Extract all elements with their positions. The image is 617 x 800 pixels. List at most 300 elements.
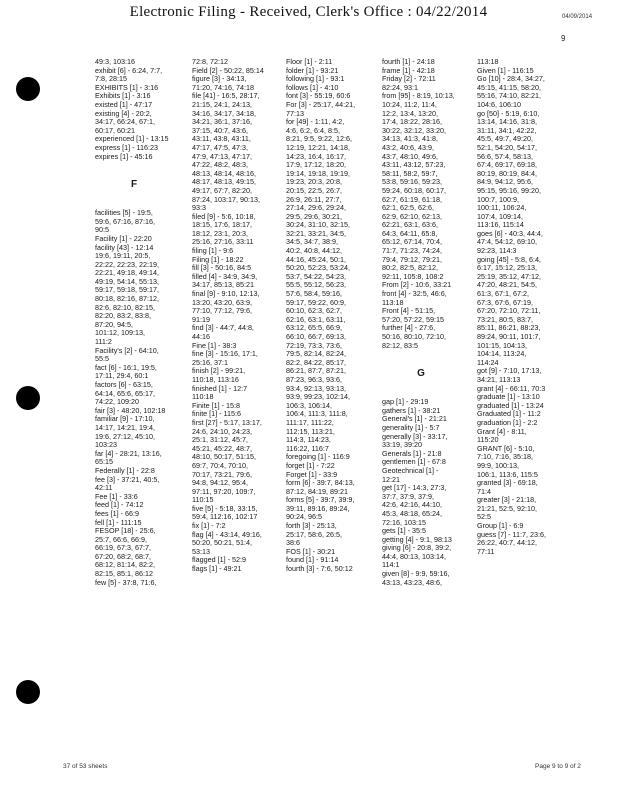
index-entry: experienced [1] - 13:15: [95, 135, 169, 144]
index-entry: flags [1] - 49:21: [192, 565, 242, 574]
index-entry: feed [1] - 74:12: [95, 501, 144, 510]
index-entry: 47:9, 47:13, 47:17,: [192, 152, 252, 161]
index-entry: fix [1] - 7:2: [192, 522, 226, 531]
index-entry: 71:20, 74:16, 74:18: [192, 83, 254, 92]
index-entry: 18:15, 17:6, 18:17,: [192, 221, 252, 230]
index-entry: front [4] - 32:5, 46:6,: [382, 290, 447, 299]
index-entry: Fee [1] - 33:6: [95, 492, 138, 501]
index-entry: 32:21, 33:21, 34:5,: [286, 229, 346, 238]
index-entry: 61:3, 67:1, 67:2,: [477, 290, 529, 299]
index-entry: 13:20, 43:20, 63:9,: [192, 298, 252, 307]
index-entry: 17:4, 18:22, 28:16,: [382, 118, 442, 127]
index-entry: 99:9, 100:13,: [477, 461, 519, 470]
index-entry: 38:6: [286, 539, 300, 548]
index-entry: fourth [1] - 24:18: [382, 58, 435, 66]
index-entry: 48:10, 50:17, 51:15,: [192, 453, 256, 462]
index-entry: GRANT [6] - 5:10,: [477, 444, 535, 453]
index-entry: 20:15, 22:5, 26:7,: [286, 186, 342, 195]
index-entry: find [3] - 44:7, 44:8,: [192, 324, 254, 333]
index-entry: following [1] - 93:1: [286, 75, 345, 84]
index-entry: further [4] - 27:6,: [382, 324, 436, 333]
index-entry: 106:3, 106:14,: [286, 401, 332, 410]
index-entry: 110:18: [192, 393, 214, 402]
index-entry: 30:22, 32:12, 33:20,: [382, 126, 446, 135]
index-entry: 59:17, 59:22, 60:9,: [286, 298, 346, 307]
index-entry: forms [5] - 39:7, 39:9,: [286, 496, 355, 505]
index-entry: 82:24, 93:1: [382, 83, 418, 92]
index-entry: Field [2] - 50:22, 85:14: [192, 66, 264, 75]
index-entry: 53:7, 54:22, 54:23,: [286, 272, 346, 281]
index-entry: Given [1] - 116:15: [477, 66, 534, 75]
index-entry: 25:19, 35:12, 47:12,: [477, 272, 541, 281]
index-entry: granted [3] - 69:18,: [477, 479, 538, 488]
index-entry: generality [1] - 5:7: [382, 423, 440, 432]
index-entry: fine [3] - 15:16, 17:1,: [192, 350, 258, 359]
index-entry: gentlemen [1] - 67:8: [382, 458, 446, 467]
binder-hole: [16, 77, 40, 101]
index-entry: 64:3, 64:11, 65:8,: [382, 229, 438, 238]
index-entry: 49:3, 103:16: [95, 58, 135, 66]
index-entry: getting [4] - 9:1, 98:13: [382, 535, 452, 544]
index-entry: got [9] - 7:10, 17:13,: [477, 367, 542, 376]
index-entry: 63:12, 65:5, 66:9,: [286, 324, 342, 333]
index-entry: 113:18: [477, 58, 499, 66]
index-entry: express [1] - 116:23: [95, 143, 158, 152]
index-entry: 113:18: [382, 298, 404, 307]
index-entry: 115:20: [477, 436, 499, 445]
index-entry: 43:13, 43:23, 48:6,: [382, 578, 442, 587]
index-entry: Filing [1] - 18:22: [192, 255, 244, 264]
index-entry: 45:21, 45:22, 48:7,: [192, 444, 252, 453]
index-entry: 12:19, 12:21, 14:18,: [286, 143, 350, 152]
index-entry: 31:11, 34:1, 42:22,: [477, 126, 537, 135]
index-entry: 48:17, 48:13, 49:15,: [192, 178, 256, 187]
index-entry: 48:13, 48:14, 48:16,: [192, 169, 256, 178]
index-entry: existed [1] - 47:17: [95, 100, 153, 109]
index-entry: expires [1] - 45:16: [95, 152, 153, 161]
index-entry: 97:11, 97:20, 109:7,: [192, 487, 256, 496]
index-entry: 27:14, 29:6, 29:24,: [286, 204, 346, 213]
index-entry: 92:23, 114:3: [477, 247, 517, 256]
index-entry: for [49] - 1:11, 4:2,: [286, 118, 345, 127]
index-entry: giving [6] - 20:8, 39:2,: [382, 544, 452, 553]
index-entry: foregoing [1] - 116:9: [286, 453, 350, 462]
index-entry: 114:1: [382, 561, 400, 570]
index-entry: 93:9, 99:23, 102:14,: [286, 393, 350, 402]
index-entry: 17:9, 17:12, 18:20,: [286, 161, 346, 170]
index-entry: get [17] - 14:3, 27:3,: [382, 484, 447, 493]
index-entry: finished [1] - 12:7: [192, 384, 248, 393]
index-entry: From [2] - 10:6, 33:21: [382, 281, 452, 290]
index-entry: 80:19, 80:19, 84:4,: [477, 169, 537, 178]
index-entry: 14:23, 16:4, 16:17,: [286, 152, 346, 161]
index-entry: 44:16, 45:24, 50:1,: [286, 255, 346, 264]
index-entry: 34:21, 113:13: [477, 375, 521, 384]
index-entry: fees [1] - 66:9: [95, 509, 139, 518]
index-entry: graduation [1] - 2:2: [477, 418, 538, 427]
index-entry: 34:21, 36:1, 37:16,: [192, 118, 252, 127]
index-entry: 43:11, 43:8, 43:11,: [192, 135, 251, 144]
section-letter: G: [417, 368, 425, 380]
index-entry: 87:24, 103:17, 90:13,: [192, 195, 260, 204]
index-entry: 49:19, 54:14, 55:13,: [95, 277, 159, 286]
index-entry: 19:6, 27:12, 45:10,: [95, 432, 155, 441]
index-entry: 25:17, 58:6, 26:5,: [286, 530, 342, 539]
index-entry: 79:5, 82:14, 82:24,: [286, 350, 346, 359]
index-entry: Group [1] - 6:9: [477, 522, 524, 531]
index-entry: 101:12, 109:13,: [95, 329, 145, 338]
index-entry: flag [4] - 43:14, 49:16,: [192, 530, 262, 539]
index-entry: 25:16, 27:16, 33:11: [192, 238, 254, 247]
index-entry: going [45] - 5:8, 6:4,: [477, 255, 541, 264]
index-entry: 94:8, 94:12, 95:4,: [192, 479, 248, 488]
index-entry: 45:3, 48:18, 65:24,: [382, 509, 442, 518]
index-entry: 59:4, 112:16, 102:17: [192, 513, 258, 522]
index-entry: flagged [1] - 52:9: [192, 556, 246, 565]
index-entry: go [50] - 5:19, 6:10,: [477, 109, 540, 118]
index-entry: 12:21: [382, 475, 400, 484]
index-entry: 65:12, 67:14, 70:4,: [382, 238, 442, 247]
index-entry: factors [6] - 63:15,: [95, 381, 153, 389]
index-entry: 107:4, 109:14,: [477, 212, 523, 221]
index-entry: 80:2, 82:5, 82:12,: [382, 264, 438, 273]
index-entry: Finite [1] - 15:8: [192, 401, 240, 410]
index-entry: 82:12, 83:5: [382, 341, 418, 350]
index-entry: 90:24, 96:5: [286, 513, 322, 522]
index-entry: few [5] - 37:8, 71:6,: [95, 578, 157, 587]
index-entry: 93:3: [192, 204, 206, 213]
index-entry: 8:21, 9:5, 9:22, 12:6,: [286, 135, 352, 144]
index-entry: fell [1] - 111:15: [95, 518, 142, 527]
index-entry: file [41] - 16:5, 28:17,: [192, 92, 260, 101]
index-entry: 91:19: [192, 315, 210, 324]
index-entry: graduated [1] - 13:24: [477, 401, 544, 410]
index-column-3: [286, 58, 364, 574]
index-entry: 24:6, 24:10, 24:23,: [192, 427, 252, 436]
index-entry: 110:15: [192, 496, 214, 505]
index-entry: 6:17, 15:12, 25:13,: [477, 264, 537, 273]
index-entry: 90:5: [95, 226, 109, 235]
index-entry: 68:12, 81:14, 82:2,: [95, 561, 155, 570]
index-entry: 69:7, 70:4, 70:10,: [192, 461, 248, 470]
index-entry: found [1] - 91:14: [286, 556, 339, 565]
index-entry: 50:20, 52:23, 53:24,: [286, 264, 350, 273]
index-entry: 67:20, 68:2, 68:7,: [95, 552, 151, 561]
index-entry: 114:3, 114:23,: [286, 436, 331, 445]
index-entry: 39:11, 89:16, 89:24,: [286, 504, 350, 513]
index-entry: 25:16, 37:1: [192, 358, 228, 367]
index-entry: greater [3] - 21:18,: [477, 496, 537, 505]
index-entry: 10:24, 11:2, 11:4,: [382, 100, 437, 109]
index-entry: FESOP [18] - 25:6,: [95, 527, 156, 536]
index-entry: folder [1] - 93:21: [286, 66, 339, 75]
index-entry: 33:19, 39:20: [382, 441, 422, 450]
index-entry: 84:9, 94:12, 95:6,: [477, 178, 533, 187]
index-entry: EXHIBITS [1] - 3:16: [95, 83, 159, 92]
index-entry: 44:16: [192, 333, 210, 341]
index-entry: General's [1] - 21:21: [382, 415, 447, 424]
page-number: 9: [561, 34, 566, 43]
index-entry: 45:5, 49:7, 49:20,: [477, 135, 533, 144]
index-entry: Generals [1] - 21:8: [382, 449, 442, 458]
index-entry: 62:16, 63:1, 63:11,: [286, 315, 346, 324]
index-entry: 86:21, 87:7, 87:21,: [286, 367, 346, 376]
filing-header: Electronic Filing - Received, Clerk's Office : 04/22/2014: [129, 4, 488, 20]
index-entry: 40:2, 40:8, 44:12,: [286, 247, 342, 256]
index-entry: 34:17, 85:13, 85:21: [192, 281, 254, 290]
index-entry: 43:7, 48:10, 49:6,: [382, 152, 438, 161]
index-entry: 106:1, 113:6, 115:5: [477, 470, 538, 479]
index-entry: Grant [4] - 8:11,: [477, 427, 527, 436]
index-entry: 34:17, 66:24, 67:1,: [95, 118, 155, 127]
index-entry: 21:21, 52:5, 92:10,: [477, 504, 537, 513]
index-entry: Geotechnical [1] -: [382, 466, 439, 475]
index-entry: far [4] - 28:21, 13:16,: [95, 449, 162, 458]
index-entry: 55:16, 74:10, 82:21,: [477, 92, 541, 101]
index-entry: five [5] - 5:18, 33:15,: [192, 504, 258, 513]
section-letter: F: [130, 179, 138, 191]
index-entry: 43:11, 43:12, 57:23,: [382, 161, 446, 170]
index-entry: 72:19, 73:3, 73:6,: [286, 341, 342, 350]
index-entry: fair [3] - 48:20, 102:18: [95, 406, 166, 415]
index-entry: goes [6] - 40:3, 44:4,: [477, 229, 543, 238]
index-entry: Facility's [2] - 64:10,: [95, 346, 159, 355]
index-entry: exhibit [6] - 6:24, 7:7,: [95, 66, 163, 75]
index-entry: 100:7, 100:9,: [477, 195, 519, 204]
index-entry: 73:21, 80:5, 83:7,: [477, 315, 533, 324]
index-entry: 57:20, 57:22, 59:15: [382, 315, 444, 324]
index-column-5: [477, 58, 555, 556]
index-entry: 52:1, 54:20, 54:17,: [477, 143, 537, 152]
index-entry: FOS [1] - 30:21: [286, 547, 336, 556]
index-entry: 79:4, 79:12, 79:21,: [382, 255, 442, 264]
index-entry: 72:8, 72:12: [192, 58, 228, 66]
index-entry: 104:6, 106:10: [477, 100, 521, 109]
index-entry: 13:14, 14:16, 31:8,: [477, 118, 537, 127]
index-entry: 55:5, 55:12, 56:23,: [286, 281, 346, 290]
index-entry: 59:24, 60:18, 60:17,: [382, 186, 446, 195]
index-entry: 7:8, 28:15: [95, 75, 127, 84]
index-entry: 62:21, 63:1, 63:6,: [382, 221, 438, 230]
index-entry: 25:7, 66:6, 66:9,: [95, 535, 147, 544]
index-entry: 103:23: [95, 441, 117, 450]
index-entry: 18:12, 23:1, 20:3,: [192, 229, 248, 238]
index-entry: 82:20, 83:2, 83:8,: [95, 312, 151, 321]
index-entry: 111:17, 111:22,: [286, 418, 334, 427]
index-entry: 77:10, 77:12, 79:6,: [192, 307, 252, 316]
index-entry: facilities [5] - 19:5,: [95, 209, 153, 218]
index-entry: filing [1] - 9:6: [192, 247, 234, 256]
index-entry: 47:4, 54:12, 69:10,: [477, 238, 537, 247]
index-entry: 52:5: [477, 513, 491, 522]
index-entry: forth [3] - 25:13,: [286, 522, 337, 531]
index-entry: 37:15, 40:7, 43:6,: [192, 126, 248, 135]
index-entry: 21:15, 24:1, 24:13,: [192, 100, 252, 109]
index-entry: 106:4, 111:3, 111:8,: [286, 410, 348, 419]
index-entry: final [9] - 9:10, 12:13,: [192, 290, 260, 299]
index-entry: 42:11: [95, 484, 113, 493]
index-entry: 87:20, 94:5,: [95, 320, 133, 329]
index-entry: fill [3] - 50:16, 84:5: [192, 264, 252, 273]
index-column-2: [192, 58, 270, 574]
index-entry: 82:2, 84:22, 85:17,: [286, 358, 346, 367]
index-entry: 60:17, 60:21: [95, 126, 135, 135]
index-entry: 30:24, 31:10, 32:15,: [286, 221, 350, 230]
index-entry: 34:13, 41:3, 41:8,: [382, 135, 438, 144]
index-entry: 58:11, 58:2, 59:7,: [382, 169, 438, 178]
index-entry: guess [7] - 11:7, 23:6,: [477, 530, 546, 539]
index-entry: 70:17, 73:21, 79:6,: [192, 470, 252, 479]
index-entry: 60:10, 62:3, 62:7,: [286, 307, 342, 316]
index-entry: facility [43] - 12:14: [95, 243, 154, 252]
index-entry: Facility [1] - 22:20: [95, 234, 152, 243]
index-entry: font [3] - 55:19, 60:6: [286, 92, 351, 101]
index-entry: finite [1] - 115:6: [192, 410, 242, 419]
index-entry: 89:24, 90:11, 101:7,: [477, 333, 541, 341]
index-entry: 19:6, 19:11, 20:5,: [95, 252, 151, 261]
index-entry: 29:5, 29:6, 30:21,: [286, 212, 342, 221]
index-entry: 87:12, 84:19, 89:21: [286, 487, 348, 496]
index-entry: 25:1, 31:12, 45:7,: [192, 436, 248, 445]
index-entry: Graduated [1] - 11:2: [477, 410, 541, 419]
index-entry: 95:15, 95:16, 99:20,: [477, 186, 541, 195]
index-entry: gets [1] - 35:5: [382, 527, 426, 536]
index-entry: 72:16, 103:15: [382, 518, 426, 527]
index-entry: 101:15, 104:13,: [477, 341, 527, 350]
index-entry: 65:15: [95, 458, 113, 467]
index-entry: Floor [1] - 2:11: [286, 58, 333, 66]
index-entry: 64:14, 65:6, 65:17,: [95, 389, 155, 398]
index-entry: 62:7, 61:19, 61:18,: [382, 195, 442, 204]
index-entry: 93:4, 92:13, 93:13,: [286, 384, 346, 393]
index-entry: gap [1] - 29:19: [382, 398, 429, 407]
index-entry: For [3] - 25:17, 44:21,: [286, 100, 356, 109]
index-entry: 26:22, 40:7, 44:12,: [477, 539, 537, 548]
index-entry: filled [4] - 34:9, 34:9,: [192, 272, 258, 281]
index-entry: 92:11, 105:8, 108:2: [382, 272, 444, 281]
index-entry: 55:5: [95, 355, 109, 364]
index-entry: 22:21, 49:18, 49:14,: [95, 269, 159, 278]
index-entry: 62:1, 62:5, 62:6,: [382, 204, 434, 213]
index-entry: 85:11, 86:21, 88:23,: [477, 324, 541, 333]
index-entry: 71:4: [477, 487, 491, 496]
index-entry: 74:22, 109:20: [95, 398, 139, 407]
index-entry: figure [3] - 34:13,: [192, 75, 247, 84]
index-entry: 87:23, 96:3, 93:6,: [286, 375, 342, 384]
index-entry: fourth [3] - 7:6, 50:12: [286, 565, 353, 574]
index-entry: 77:11: [477, 547, 495, 556]
index-entry: 47:20, 48:21, 54:5,: [477, 281, 537, 290]
index-entry: fact [6] - 16:1, 19:5,: [95, 363, 157, 372]
index-entry: first [27] - 5:17, 13:17,: [192, 418, 262, 427]
index-entry: 4:6, 6:2, 6:4, 8:5,: [286, 126, 340, 135]
index-entry: 67:20, 72:10, 72:11,: [477, 307, 541, 316]
index-entry: 67:3, 67:6, 67:19,: [477, 298, 533, 307]
index-entry: 50:16, 80:10, 72:10,: [382, 333, 446, 341]
footer-sheets: 37 of 53 sheets: [63, 763, 108, 770]
index-entry: familiar [9] - 17:10,: [95, 415, 155, 424]
index-entry: 44:4, 80:13, 103:14,: [382, 552, 446, 561]
index-entry: 53:8, 59:16, 59:23,: [382, 178, 442, 187]
index-entry: 100:11, 106:24,: [477, 204, 527, 213]
index-entry: 26:9, 26:11, 27:7,: [286, 195, 342, 204]
index-entry: 53:13: [192, 547, 210, 556]
index-entry: 50:20, 50:21, 51:4,: [192, 539, 252, 548]
index-entry: graduate [1] - 13:10: [477, 393, 540, 402]
index-entry: 17:11, 29:4, 60:1: [95, 372, 149, 381]
index-entry: 19:14, 19:18, 19:19,: [286, 169, 350, 178]
index-entry: 82:6, 82:10, 82:15,: [95, 303, 155, 312]
index-entry: Fine [1] - 38:3: [192, 341, 237, 350]
index-entry: gathers [1] - 38:21: [382, 406, 441, 415]
index-entry: form [6] - 39:7, 84:13,: [286, 479, 355, 488]
index-column-4: [382, 58, 460, 587]
binder-hole: [16, 680, 40, 704]
index-entry: 67:4, 69:17, 69:18,: [477, 161, 537, 170]
index-entry: Federally [1] - 22:8: [95, 466, 155, 475]
index-entry: 49:17, 67:7, 82:20,: [192, 186, 252, 195]
index-entry: 104:14, 113:24,: [477, 350, 527, 359]
index-entry: 56:6, 57:4, 58:13,: [477, 152, 533, 161]
index-entry: filed [9] - 5:6, 10:18,: [192, 212, 256, 221]
footer-page-range: Page 9 to 9 of 2: [535, 763, 581, 770]
index-entry: 66:19, 67:3, 67:7,: [95, 544, 151, 553]
index-entry: fee [3] - 37:21, 40:5,: [95, 475, 160, 484]
index-entry: Forget [1] - 33:9: [286, 470, 338, 479]
index-entry: 43:2, 40:6, 43:9,: [382, 143, 434, 152]
index-entry: 47:22, 48:2, 48:3,: [192, 161, 248, 170]
index-entry: existing [4] - 20:2,: [95, 109, 152, 118]
index-entry: 42:6, 42:16, 44:10,: [382, 501, 442, 510]
index-entry: Exhibits [1] - 3:16: [95, 92, 151, 101]
index-entry: 111:2: [95, 338, 112, 347]
index-entry: generally [3] - 33:17,: [382, 432, 448, 441]
index-entry: 62:9, 62:10, 62:13,: [382, 212, 442, 221]
index-entry: 14:17, 14:21, 19:4,: [95, 423, 155, 432]
index-entry: 59:17, 59:18, 59:17,: [95, 286, 159, 295]
index-entry: 66:10, 66:7, 69:13,: [286, 333, 346, 341]
index-entry: Front [4] - 51:15,: [382, 307, 436, 316]
index-entry: Go [10] - 28:4, 34:27,: [477, 75, 545, 84]
index-column-1: [95, 58, 173, 587]
index-entry: Friday [2] - 72:11: [382, 75, 436, 84]
index-entry: 34:16, 34:17, 34:18,: [192, 109, 256, 118]
index-entry: 19:23, 20:3, 20:8,: [286, 178, 342, 187]
index-entry: 110:18, 113:16: [192, 375, 239, 384]
index-entry: 114:24: [477, 358, 499, 367]
index-entry: 112:15, 113:21,: [286, 427, 335, 436]
index-entry: frame [1] - 42:18: [382, 66, 435, 75]
index-entry: 57:6, 58:4, 59:16,: [286, 290, 342, 299]
index-entry: 7:10, 7:16, 35:18,: [477, 453, 533, 462]
index-entry: 45:15, 41:15, 58:20,: [477, 83, 541, 92]
index-entry: follows [1] - 4:10: [286, 83, 339, 92]
index-entry: 80:18, 82:16, 87:12,: [95, 295, 159, 304]
index-entry: 34:5, 34:7, 38:9,: [286, 238, 338, 247]
index-entry: 12:2, 13:4, 13:20,: [382, 109, 438, 118]
index-entry: 37:7, 37:9, 37:9,: [382, 492, 434, 501]
index-entry: 113:16, 115:14: [477, 221, 524, 230]
index-entry: forget [1] - 7:22: [286, 461, 335, 470]
header-date: 04/09/2014: [562, 14, 593, 20]
index-entry: 71:7, 71:23, 74:24,: [382, 247, 442, 256]
index-entry: 47:17, 47:5, 47:3,: [192, 143, 248, 152]
index-entry: 116:22, 116:7: [286, 444, 329, 453]
index-entry: 59:6, 67:16, 87:16,: [95, 217, 155, 226]
index-entry: 22:22, 22:23, 22:19,: [95, 260, 159, 269]
index-entry: from [95] - 8:19, 10:13,: [382, 92, 455, 101]
index-entry: 82:15, 85:1, 86:12: [95, 570, 153, 579]
